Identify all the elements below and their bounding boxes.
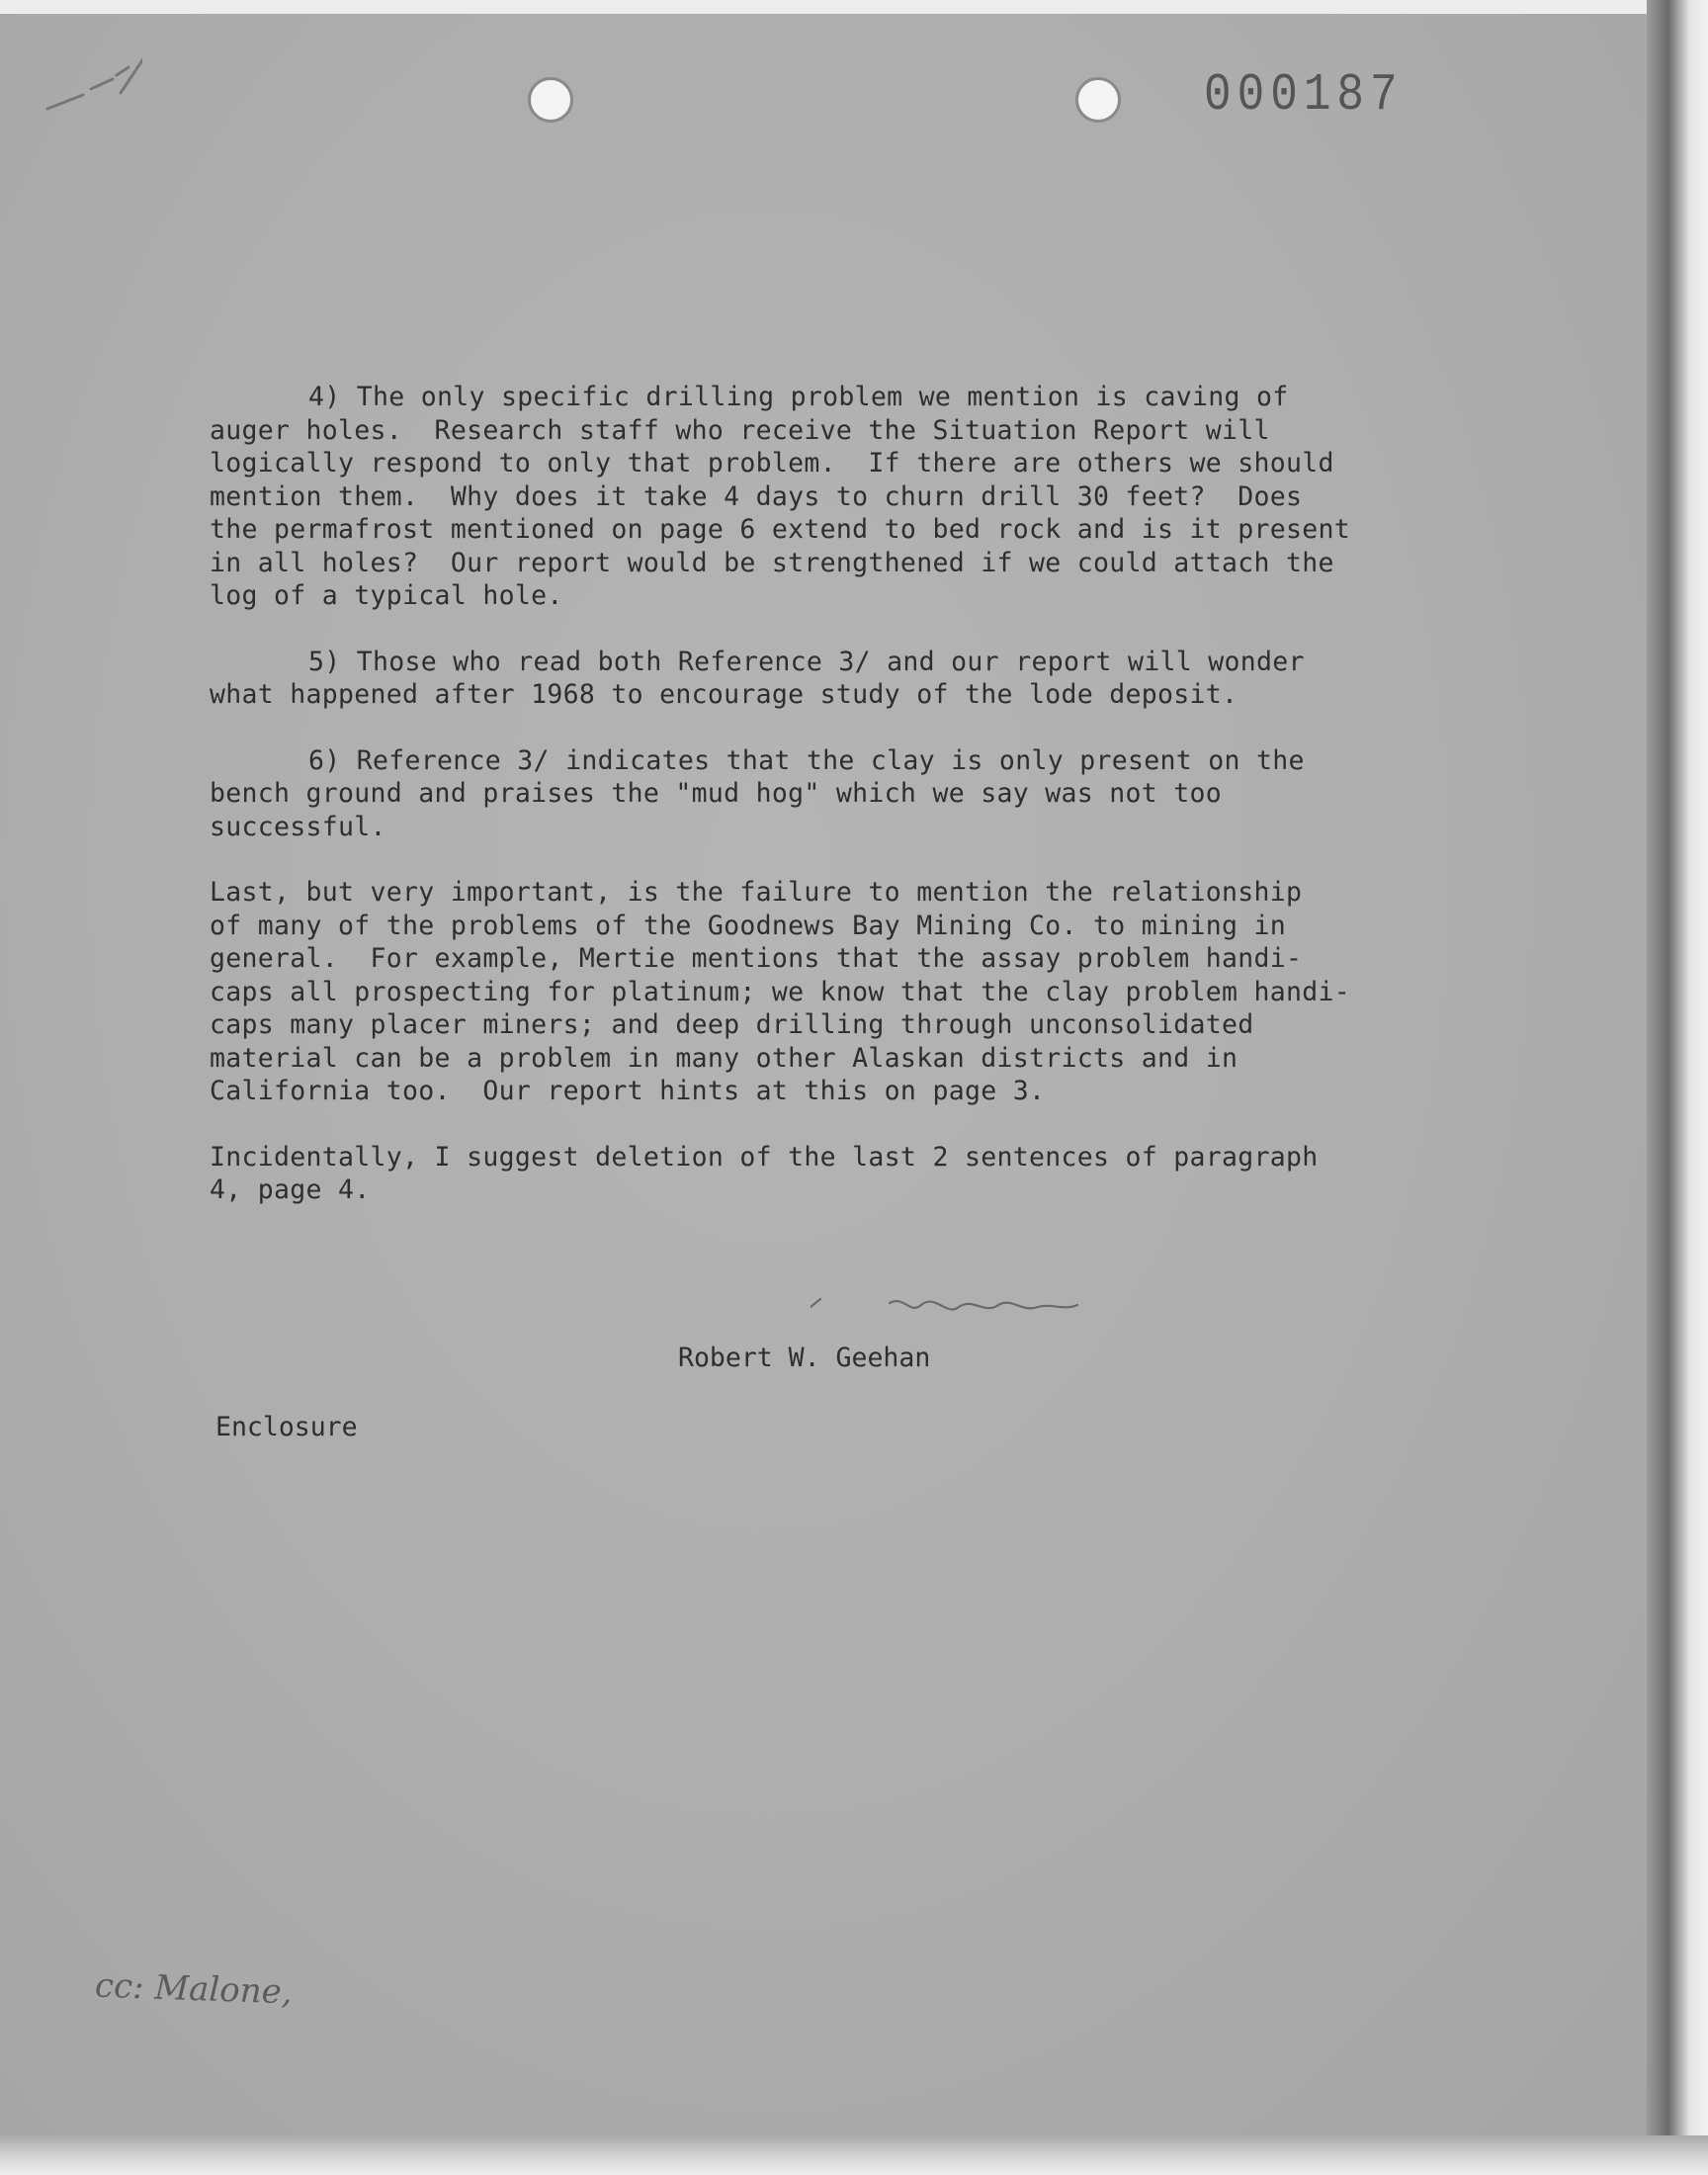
paragraph-last-important: Last, but very important, is the failure to mention the relationship of many of the problems of the Goodnews Bay Mining Co. to mining in general. For example, Mertie mentions that the assay problem handi- caps all prospecting for platinum; we know that the clay problem handi- caps many placer miners; and deep drilling through unconsolidated material can be a problem in many other Alaskan districts and in California too. Our report hints at this on page 3. <box>210 877 1351 1106</box>
enclosure-label: Enclosure <box>215 1412 358 1442</box>
paragraph-incidentally: Incidentally, I suggest deletion of the last 2 sentences of paragraph 4, page 4. <box>210 1141 1319 1205</box>
scan-right-edge <box>1647 0 1708 2175</box>
punch-hole-right-icon <box>1075 77 1121 123</box>
scan-bottom-edge <box>0 2135 1708 2175</box>
letter-body <box>210 381 1415 1207</box>
handwritten-signature-icon <box>811 1285 1107 1335</box>
paragraph-4: 4) The only specific drilling problem we mention is caving of auger holes. Research staff who receive the Situation Report will logically respond to only that problem. If there are others we should mention them. Why does it take 4 days to churn drill 30 feet? Does the permafrost mentioned on page 6 extend to bed rock and is it present in all holes? Our report would be strengthened if we could attach the log of a typical hole. <box>210 382 1351 611</box>
paragraph-5: 5) Those who read both Reference 3/ and our report will wonder what happened after 1968 to encourage study of the lode deposit. <box>210 646 1305 710</box>
paragraph-6: 6) Reference 3/ indicates that the clay is only present on the bench ground and praises the "mud hog" which we say was not too successful. <box>210 744 1305 842</box>
punch-hole-left-icon <box>528 77 573 123</box>
scan-top-edge <box>0 0 1708 14</box>
pencil-mark-icon <box>43 45 142 125</box>
cc-handwritten-note: cc: Malone, <box>94 1965 294 2013</box>
signer-name: Robert W. Geehan <box>678 1343 931 1373</box>
bates-number: 000187 <box>1204 65 1404 125</box>
